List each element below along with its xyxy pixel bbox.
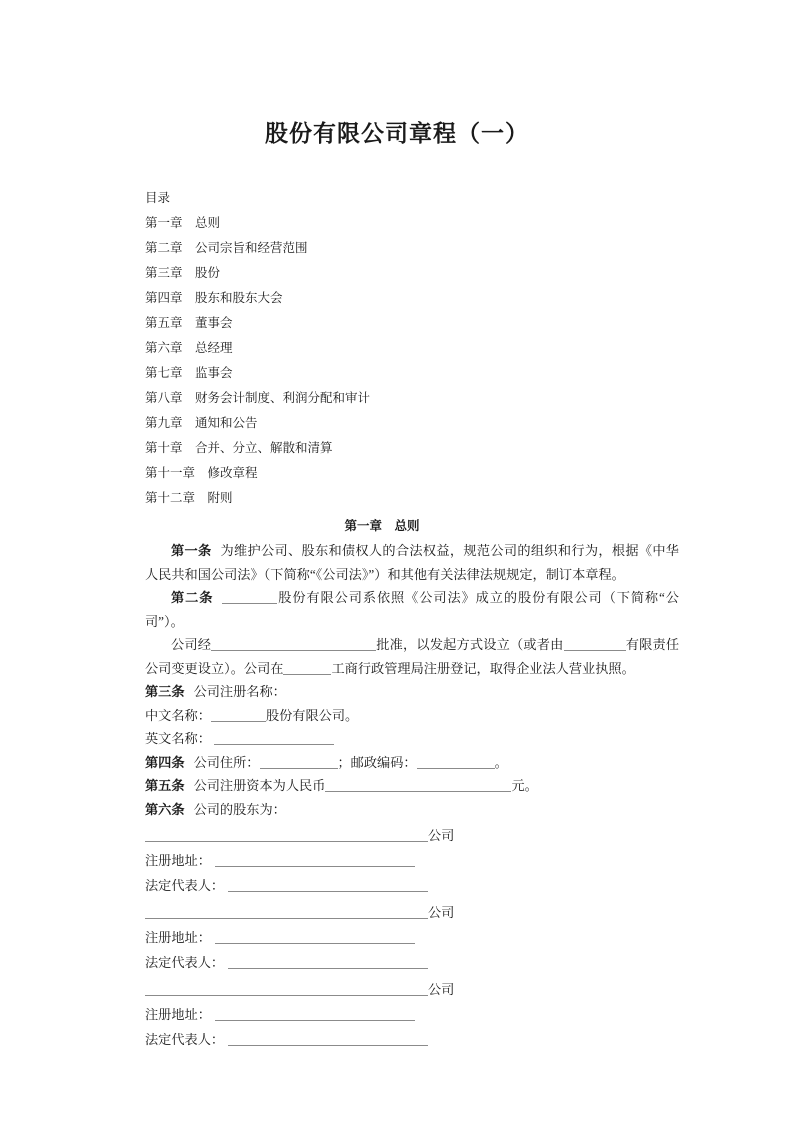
article-2-paragraph xyxy=(145,633,679,680)
shareholder-legal-rep-blank[interactable] xyxy=(228,1031,428,1046)
article-1-text: 为维护公司、股东和债权人的合法权益，规范公司的组织和行为，根据《中华人民共和国公司法》（下简称“《公司法》”）和其他有关法律法规规定，制订本章程。 xyxy=(145,543,679,582)
toc-chapter-name: 监事会 xyxy=(195,366,233,380)
toc-chapter-label: 第六章 xyxy=(145,341,183,355)
approval-text-2: 批准，以发起方式设立（或者由 xyxy=(376,637,564,652)
toc-chapter-label: 第二章 xyxy=(145,241,183,255)
chinese-name-label: 中文名称： xyxy=(145,707,211,723)
toc-item-5 xyxy=(145,311,679,336)
article-3-label: 第三条 xyxy=(145,684,185,699)
article-5-label: 第五条 xyxy=(145,778,185,793)
article-2 xyxy=(145,586,679,633)
address-label: 注册地址： xyxy=(145,930,211,945)
address-label: 注册地址： xyxy=(145,853,211,868)
chinese-name-blank[interactable] xyxy=(211,707,266,722)
registration-bureau-blank[interactable] xyxy=(283,660,331,675)
toc-item-12 xyxy=(145,486,679,511)
toc-chapter-name: 公司宗旨和经营范围 xyxy=(195,241,308,255)
toc-item-7 xyxy=(145,361,679,386)
address-label: 注册地址： xyxy=(145,1007,211,1022)
toc-chapter-label: 第八章 xyxy=(145,391,183,405)
article-6-text: 公司的股东为： xyxy=(193,801,286,817)
toc-chapter-name: 合并、分立、解散和清算 xyxy=(195,441,333,455)
shareholder-address-line xyxy=(145,925,679,950)
company-name-blank[interactable] xyxy=(222,589,277,604)
company-suffix: 公司 xyxy=(428,982,455,997)
toc-chapter-label: 第十章 xyxy=(145,441,183,455)
english-name-blank[interactable] xyxy=(214,730,334,745)
toc-chapter-label: 第十二章 xyxy=(145,491,196,505)
toc-item-6 xyxy=(145,336,679,361)
company-suffix: 公司 xyxy=(428,828,455,843)
toc-item-3 xyxy=(145,261,679,286)
article-6-label: 第六条 xyxy=(145,801,185,817)
toc-heading: 目录 xyxy=(145,191,171,205)
former-llc-blank[interactable] xyxy=(564,636,626,651)
shareholder-company-line xyxy=(145,977,679,1002)
toc-chapter-label: 第三章 xyxy=(145,266,183,280)
article-5 xyxy=(145,774,679,798)
shareholder-name-blank[interactable] xyxy=(145,904,428,919)
shareholder-address-line xyxy=(145,848,679,873)
chinese-name-suffix: 股份有限公司。 xyxy=(265,707,359,723)
article-3 xyxy=(145,680,679,704)
page-title: 股份有限公司章程（一） xyxy=(265,121,529,146)
approval-text-4: 工商行政管理局注册登记，取得企业法人营业执照。 xyxy=(331,660,635,676)
toc-chapter-label: 第四章 xyxy=(145,291,183,305)
toc-item-8 xyxy=(145,386,679,411)
company-address-blank[interactable] xyxy=(260,754,338,769)
legal-rep-label: 法定代表人： xyxy=(145,878,225,893)
toc-chapter-name: 董事会 xyxy=(195,316,233,330)
toc-chapter-name: 附则 xyxy=(207,491,233,505)
toc-item-2 xyxy=(145,236,679,261)
document-body xyxy=(145,186,679,1052)
capital-unit: 元。 xyxy=(511,778,538,793)
capital-label: 公司注册资本为人民币 xyxy=(193,778,326,793)
article-2-label: 第二条 xyxy=(171,590,214,605)
registered-capital-blank[interactable] xyxy=(325,777,511,792)
article-3-english-name xyxy=(145,727,679,751)
table-of-contents xyxy=(145,186,679,511)
toc-chapter-name: 股份 xyxy=(195,266,221,280)
toc-chapter-label: 第十一章 xyxy=(145,466,196,480)
toc-chapter-name: 财务会计制度、利润分配和审计 xyxy=(195,391,371,405)
company-suffix: 公司 xyxy=(428,905,455,920)
shareholder-address-blank[interactable] xyxy=(215,929,415,944)
toc-chapter-name: 修改章程 xyxy=(207,466,258,480)
toc-chapter-label: 第一章 xyxy=(145,216,183,230)
approval-text-3: 有限责任公司变更设立）。公司在 xyxy=(145,637,680,676)
shareholder-legal-rep-blank[interactable] xyxy=(228,954,428,969)
toc-chapter-label: 第七章 xyxy=(145,366,183,380)
legal-rep-label: 法定代表人： xyxy=(145,1032,225,1047)
shareholder-company-line xyxy=(145,900,679,925)
toc-item-11 xyxy=(145,461,679,486)
shareholder-address-line xyxy=(145,1002,679,1027)
shareholder-legal-rep-blank[interactable] xyxy=(228,877,428,892)
postcode-blank[interactable] xyxy=(417,754,495,769)
shareholder-legal-rep-line xyxy=(145,950,679,975)
toc-chapter-name: 总则 xyxy=(195,216,221,230)
article-6 xyxy=(145,798,679,822)
article-4-period: 。 xyxy=(494,754,508,770)
toc-chapter-label: 第九章 xyxy=(145,416,183,430)
shareholder-name-blank[interactable] xyxy=(145,827,428,842)
address-label: 公司住所： xyxy=(193,754,260,770)
chapter-one-heading: 第一章 总则 xyxy=(344,519,420,533)
shareholder-block-1 xyxy=(145,823,679,898)
toc-item-1 xyxy=(145,211,679,236)
shareholder-legal-rep-line xyxy=(145,1027,679,1052)
shareholder-company-line xyxy=(145,823,679,848)
postcode-label: ；邮政编码： xyxy=(337,754,417,770)
article-4-label: 第四条 xyxy=(145,754,185,770)
toc-item-10 xyxy=(145,436,679,461)
article-2-text: 股份有限公司系依照《公司法》成立的股份有限公司（下简称“公司”）。 xyxy=(145,590,679,629)
approval-authority-blank[interactable] xyxy=(211,636,376,651)
shareholder-name-blank[interactable] xyxy=(145,981,428,996)
toc-chapter-name: 股东和股东大会 xyxy=(195,291,283,305)
article-1-label: 第一条 xyxy=(171,543,212,558)
toc-chapter-name: 总经理 xyxy=(195,341,233,355)
article-3-text: 公司注册名称： xyxy=(193,684,286,699)
legal-rep-label: 法定代表人： xyxy=(145,955,225,970)
shareholder-address-blank[interactable] xyxy=(215,1006,415,1021)
shareholder-legal-rep-line xyxy=(145,873,679,898)
shareholder-address-blank[interactable] xyxy=(215,852,415,867)
article-3-chinese-name xyxy=(145,704,679,728)
article-1 xyxy=(145,539,679,586)
toc-item-9 xyxy=(145,411,679,436)
toc-chapter-name: 通知和公告 xyxy=(195,416,258,430)
shareholder-block-2 xyxy=(145,900,679,975)
shareholder-block-3 xyxy=(145,977,679,1052)
article-4 xyxy=(145,751,679,775)
toc-item-4 xyxy=(145,286,679,311)
toc-chapter-label: 第五章 xyxy=(145,316,183,330)
english-name-label: 英文名称： xyxy=(145,731,211,746)
approval-text-1: 公司经 xyxy=(171,637,212,652)
